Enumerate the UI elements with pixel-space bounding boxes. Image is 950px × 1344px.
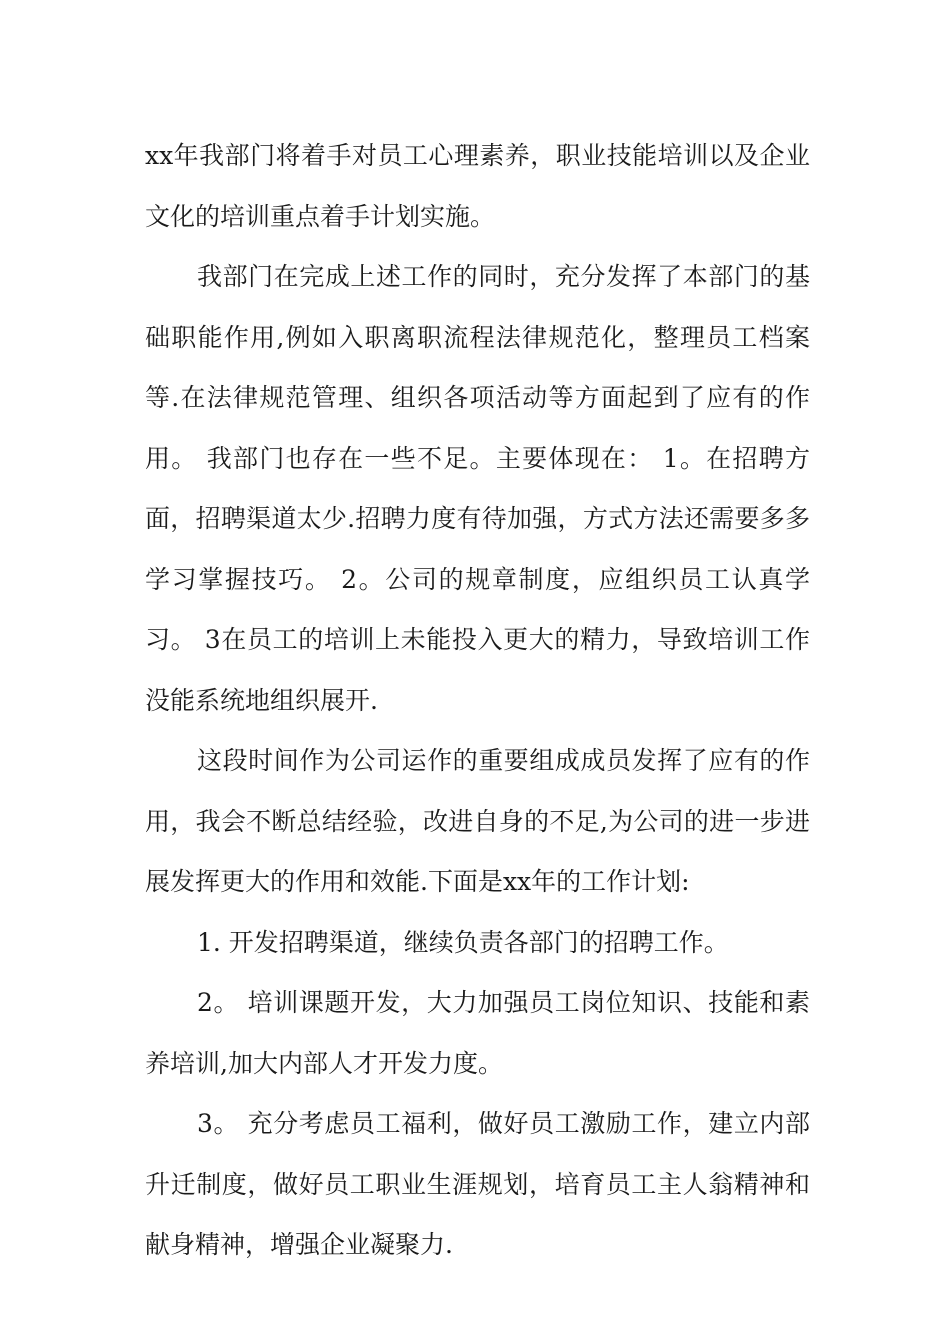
document-body <box>145 126 810 1276</box>
plan-item-3: 3。 充分考虑员工福利，做好员工激励工作，建立内部升迁制度，做好员工职业生涯规划，培育员工主人翁精神和献身精神，增强企业凝聚力. <box>145 1109 810 1259</box>
paragraph-department-summary: 我部门在完成上述工作的同时，充分发挥了本部门的基础职能作用,例如入职离职流程法律规范化，整理员工档案等.在法律规范管理、组织各项活动等方面起到了应有的作用。 我部门也存在一些不足。主要体现在： 1。在招聘方面，招聘渠道太少.招聘力度有待加强，方式方法还需要多多学习掌握技巧。 2。公司的规章制度，应组织员工认真学习。 3在员工的培训上未能投入更大的精力，导致培训工作没能系统地组织展开. <box>145 262 810 715</box>
plan-item-1: 1. 开发招聘渠道，继续负责各部门的招聘工作。 <box>197 927 729 957</box>
plan-item-2: 2。 培训课题开发，大力加强员工岗位知识、技能和素养培训,加大内部人才开发力度。 <box>145 988 810 1078</box>
paragraph-outlook: 这段时间作为公司运作的重要组成成员发挥了应有的作用，我会不断总结经验，改进自身的不足,为公司的进一步进展发挥更大的作用和效能.下面是xx年的工作计划: <box>145 746 810 896</box>
paragraph-continuation: xx年我部门将着手对员工心理素养，职业技能培训以及企业文化的培训重点着手计划实施。 <box>145 141 810 231</box>
